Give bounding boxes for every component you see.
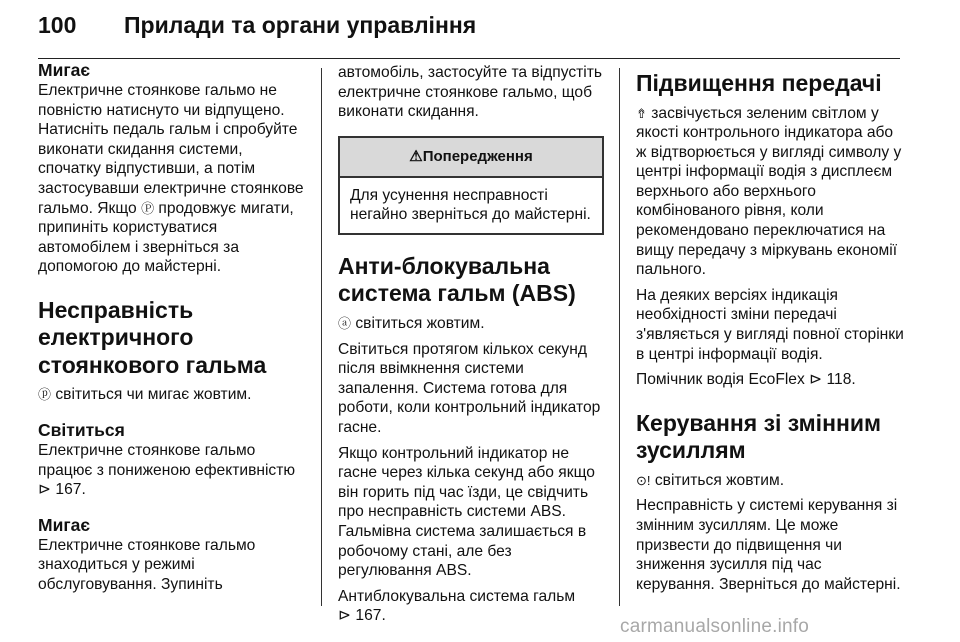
flash-heading: Мигає [38,60,91,80]
abs-lit-text: світиться жовтим. [355,314,485,332]
upshift-paragraph-3 [636,370,904,390]
abs-paragraph-1: Світиться протягом кількох секунд після ввімкнення системи запалення. Система готова для роботи, коли контрольний індикатор гасне. [338,340,601,436]
page-title: Прилади та органи управління [124,12,477,38]
flash-text: Електричне стоянкове гальмо не повністю натиснуто чи відпущено. Натисніть педаль гальм і спробуйте виконати скидання системи, спочатку відпустивши, а потім застосувавши електричне стоянкове гальмо. Якщо [38,82,304,217]
warning-body: Для усунення несправності негайно зверніться до майстерні. [350,186,591,224]
column-2 [338,60,604,626]
page-header [38,12,476,46]
ecoflex-text: Помічник водія EcoFlex [636,371,805,389]
warning-box [338,136,604,235]
steering-warning-icon: ⊙! [636,472,651,488]
steering-lit-text: світиться жовтим. [654,471,785,489]
section-heading-epb-fault: Несправність електричного стоянкового гальма [38,296,267,378]
section-heading-abs: Анти-блокувальна система гальм (ABS) [338,252,576,307]
lit-text: Електричне стоянкове гальмо працює з пониженою ефективністю [38,442,296,479]
flash-text-cont: продовжує мигати, припиніть користуватися автомобілем і зверніться за допомогою до майстерні. [38,199,294,276]
flash-paragraph [38,81,306,277]
page-ref-link[interactable]: 167. [355,607,386,625]
warning-header [340,138,602,178]
fault-paragraph [38,385,306,405]
abs-ref-text: Антиблокувальна система гальм [338,587,576,605]
steering-paragraph: Несправність у системі керування зі змінним зусиллям. Це може призвести до підвищення чи зниження зусилля під час керування. Зверніться до майстерні. [636,497,901,593]
page-ref-link[interactable]: 167. [55,481,86,499]
column-divider [321,68,322,606]
lit-heading: Світиться [38,420,125,441]
column-3 [636,60,904,594]
abs-lit-paragraph [338,314,604,334]
upshift-text: засвічується зеленим світлом у якості контрольного індикатора або ж відтворюється у вигляді символу у центрі інформації водія з дисплеєм верхнього або верхнього комбінованого рівня, коли рекомендовано переключатися на вищу передачу з міркувань економії пального. [636,104,902,279]
watermark: carmanualsonline.info [620,616,810,637]
column-divider [619,68,620,606]
abs-paragraph-3 [338,587,604,626]
warning-icon: ⚠ [409,147,423,165]
abs-paragraph-2: Якщо контрольний індикатор не гасне через кілька секунд або якщо він горить під час їзди, це свідчить про несправність системи ABS. Гальмівна система залишається в робочому стані, але без регулювання ABS. [338,444,595,580]
abs-icon: ⓐ [338,315,352,331]
parking-brake-icon: Ⓟ [141,200,155,216]
page-ref-link[interactable]: 118. [826,371,856,389]
fault-text: світиться чи мигає жовтим. [55,386,252,404]
page-ref-arrow-icon: ⊳ [38,481,52,499]
warning-title: Попередження [422,147,533,165]
section-heading-steering: Керування зі змінним зусиллям [636,409,882,464]
flash2-heading: Мигає [38,514,91,535]
page-number: 100 [38,12,77,38]
header-rule [38,58,900,59]
upshift-paragraph-1 [636,104,904,280]
page-ref-arrow-icon: ⊳ [809,371,823,389]
section-heading-upshift: Підвищення передачі [636,70,882,96]
steering-lit-paragraph [636,471,904,491]
page-ref-arrow-icon: ⊳ [338,607,352,625]
column-1 [38,60,306,595]
upshift-icon: ⇮ [636,105,647,121]
flash2-text: Електричне стоянкове гальмо знаходиться у режимі обслуговування. Зупиніть [38,536,256,593]
upshift-paragraph-2: На деяких версіях індикація необхідності зміни передачі з'являється у вигляді повної сторінки в центрі інформації водія. [636,286,904,363]
continued-text: автомобіль, застосуйте та відпустіть електричне стоянкове гальмо, щоб виконати скидання. [338,64,603,121]
epb-fault-icon: ⓟ [38,387,52,403]
lit-paragraph [38,441,306,500]
